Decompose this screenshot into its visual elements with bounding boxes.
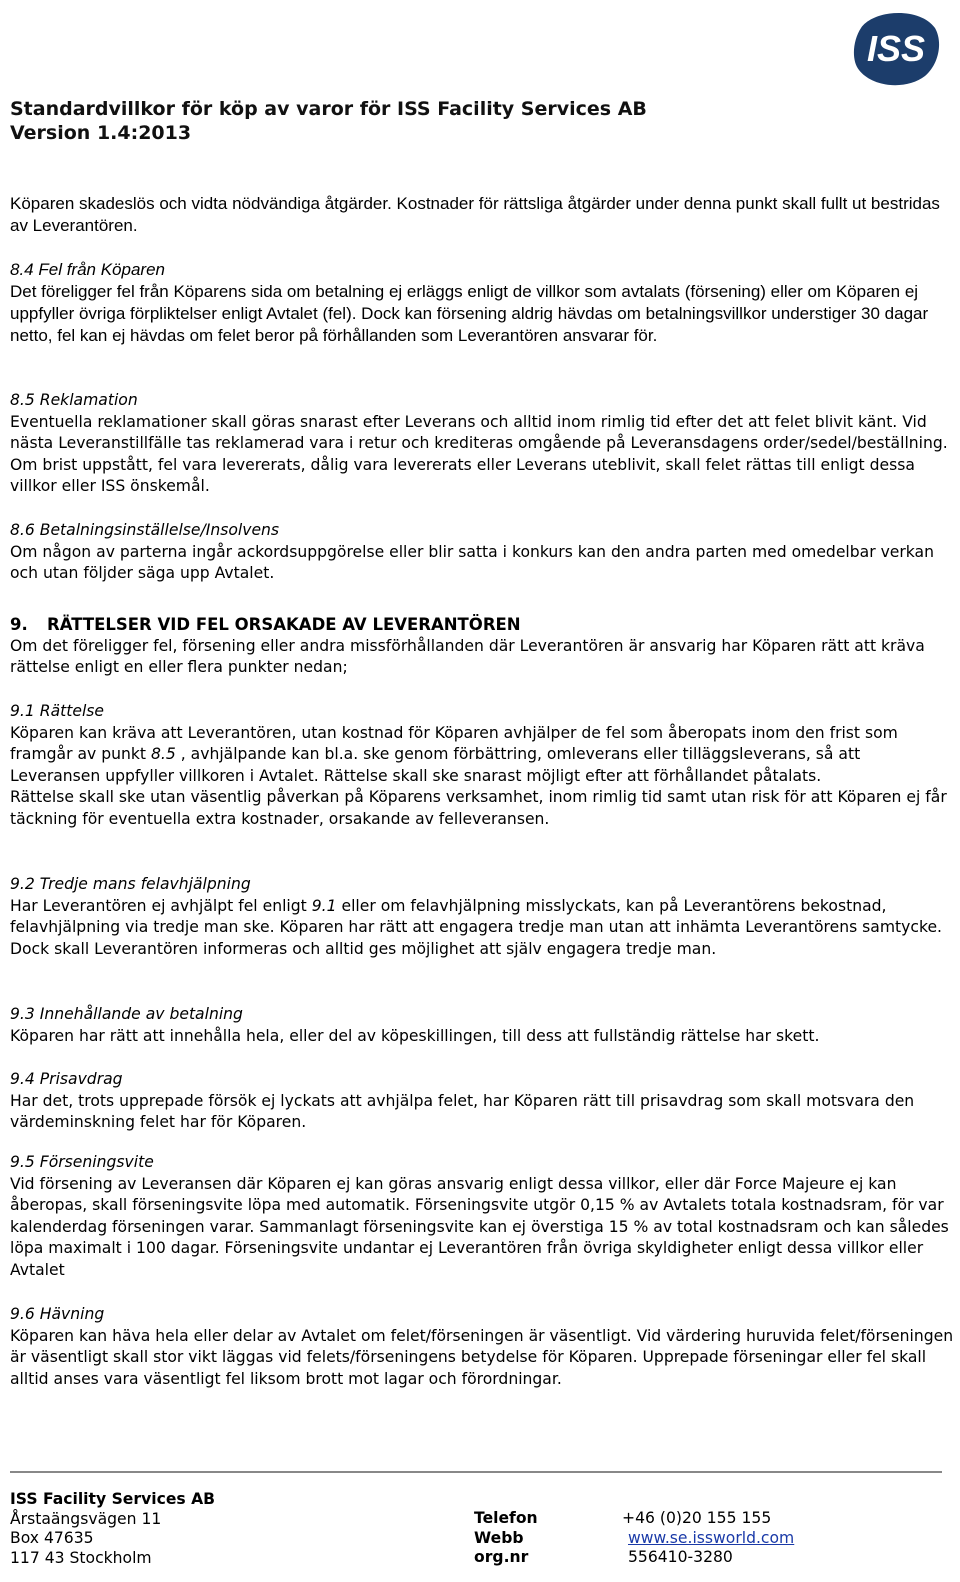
section-9-heading (10, 614, 955, 636)
section-8-4-text: Det föreligger fel från Köparens sida om betalning ej erläggs enligt de villkor som avtalats (försening) eller om Köparen ej uppfyller övriga förpliktelser enligt Avtalet (fel). Dock kan försening aldrig hävdas om betalningsvillkor understiger 30 dagar netto, fel kan ej hävdas om felet beror på förhållanden som Leverantören ansvarar för. (10, 282, 929, 345)
section-9-6-text: Köparen kan häva hela eller delar av Avtalet om felet/förseningen är väsentligt. Vid värdering huruvida felet/förseningen är väsentligt skall stor vikt läggas vid felets/förseningens betydelse för Köparen. Upprepade förseningar eller fel skall alltid anses vara väsentligt fel liksom brott mot lagar och förordningar. (10, 1326, 954, 1388)
section-9-1 (10, 701, 955, 831)
section-9-2 (10, 874, 955, 960)
footer-org: 556410-3280 (628, 1548, 733, 1566)
footer-address-line-2: Box 47635 (10, 1529, 94, 1547)
section-8-5-text: Eventuella reklamationer skall göras snarast efter Leverans och alltid inom rimlig tid efter det att felet blivit känt. Vid nästa Leveranstillfälle tas reklamerad vara i retur och krediteras omgående på Leveransdagens order/sedel/beställning. Om brist uppstått, fel vara levererats, dålig vara levererats eller Leverans uteblivit, skall felet rättas till enligt dessa villkor eller ISS önskemål. (10, 412, 948, 496)
section-9-number: 9. (10, 615, 28, 634)
section-8-4 (10, 259, 955, 347)
section-9-4-heading: 9.4 Prisavdrag (10, 1070, 123, 1088)
section-8-6-text: Om någon av parterna ingår ackordsuppgörelse eller blir satta i konkurs kan den andra parten med omedelbar verkan och utan följder säga upp Avtalet. (10, 542, 934, 583)
intro-paragraph (10, 193, 955, 237)
section-9-5 (10, 1152, 955, 1282)
section-9-1-text-2: Rättelse skall ske utan väsentlig påverkan på Köparens verksamhet, inom rimlig tid samt utan risk för att Köparen ej får täckning för eventuella extra kostnader, orsakande av felleveransen. (10, 788, 947, 828)
footer-web-link[interactable]: www.se.issworld.com (628, 1528, 795, 1547)
section-8-6-heading: 8.6 Betalningsinställelse/Insolvens (10, 521, 280, 539)
section-9-1-text (10, 723, 955, 788)
section-9-3-heading: 9.3 Innehållande av betalning (10, 1005, 243, 1023)
footer-divider (10, 1471, 942, 1473)
footer-web-label: Webb (474, 1528, 524, 1547)
intro-text: Köparen skadeslös och vidta nödvändiga åtgärder. Kostnader för rättsliga åtgärder under denna punkt skall fullt ut bestridas av Leverantören. (10, 194, 940, 235)
footer-contact (474, 1509, 794, 1568)
title-line-1: Standardvillkor för köp av varor för ISS Facility Services AB (10, 98, 647, 120)
footer-phone-label: Telefon (474, 1509, 538, 1527)
section-9-4-text: Har det, trots upprepade försök ej lyckats att avhjälpa felet, har Köparen rätt till prisavdrag som skall motsvara den värdeminskning felet har för Köparen. (10, 1091, 915, 1132)
section-9-2-text (10, 896, 955, 961)
section-9-2-ref: 9.1 (311, 896, 337, 915)
iss-logo (849, 6, 941, 88)
section-9-2-heading: 9.2 Tredje mans felavhjälpning (10, 875, 251, 893)
title-line-2: Version 1.4:2013 (10, 122, 192, 144)
section-9-1-ref: 8.5 (150, 745, 176, 764)
section-9-2-text-part: Har Leverantören ej avhjälpt fel enligt (10, 896, 312, 915)
logo-text: ISS (866, 28, 926, 69)
footer-org-label: org.nr (474, 1548, 529, 1566)
section-9-3 (10, 1004, 955, 1047)
section-9-1-text-part: , avhjälpande kan bl.a. ske genom förbättring, omleverans eller tilläggsleverans, så att Leveransen uppfyller villkoren i Avtalet. Rättelse skall ske snarast möjligt efter att förhållandet påtalats. (10, 745, 861, 785)
footer-phone-row (474, 1509, 794, 1529)
section-9-1-heading: 9.1 Rättelse (10, 702, 105, 720)
section-9 (10, 614, 955, 679)
footer-web-row (474, 1529, 794, 1549)
section-9-6 (10, 1304, 955, 1390)
section-9-title: RÄTTELSER VID FEL ORSAKADE AV LEVERANTÖREN (47, 615, 521, 634)
section-9-6-heading: 9.6 Hävning (10, 1305, 105, 1323)
footer-address-line-3: 117 43 Stockholm (10, 1548, 152, 1567)
footer-company: ISS Facility Services AB (10, 1490, 216, 1508)
section-9-1-text-part: Köparen kan kräva att Leverantören, utan kostnad för Köparen avhjälper de fel som åberopats inom den frist som framgår av punkt (10, 723, 898, 764)
section-9-3-text: Köparen har rätt att innehålla hela, eller del av köpeskillingen, till dess att fullständig rättelse har skett. (10, 1026, 820, 1045)
document-title (10, 97, 647, 145)
section-9-4 (10, 1069, 955, 1134)
section-9-text: Om det föreligger fel, försening eller andra missförhållanden där Leverantören är ansvarig har Köparen rätt att kräva rättelse enligt en eller flera punkter nedan; (10, 636, 925, 677)
section-8-4-heading: 8.4 Fel från Köparen (10, 260, 165, 279)
footer-address (10, 1490, 215, 1568)
section-9-5-text: Vid försening av Leveransen där Köparen ej kan göras ansvarig enligt dessa villkor, eller där Force Majeure ej kan åberopas, skall förseningsvite löpa med automatik. Förseningsvite utgör 0,15 % av Avtalets totala kostnadsram, för var kalenderdag förseningen varar. Sammanlagt förseningsvite kan ej överstiga 15 % av total kostnadsram och kan således löpa maximalt i 100 dagar. Förseningsvite undantar ej Leverantören från övriga skyldigheter enligt dessa villkor eller Avtalet (10, 1174, 949, 1279)
section-8-5 (10, 390, 955, 498)
section-8-5-heading: 8.5 Reklamation (10, 391, 138, 409)
footer-address-line-1: Årstaängsvägen 11 (10, 1509, 162, 1528)
footer-org-row (474, 1548, 794, 1568)
section-9-2-text-part: eller om felavhjälpning misslyckats, kan på Leverantörens bekostnad, felavhjälpning via tredje man ske. Köparen har rätt att engagera tredje man utan att inhämta Leverantörens samtycke. Dock skall Leverantören informeras och alltid ges möjlighet att själv engagera tredje man. (10, 896, 942, 958)
section-8-6 (10, 520, 955, 585)
section-9-5-heading: 9.5 Förseningsvite (10, 1153, 154, 1171)
footer-phone: +46 (0)20 155 155 (622, 1509, 772, 1527)
